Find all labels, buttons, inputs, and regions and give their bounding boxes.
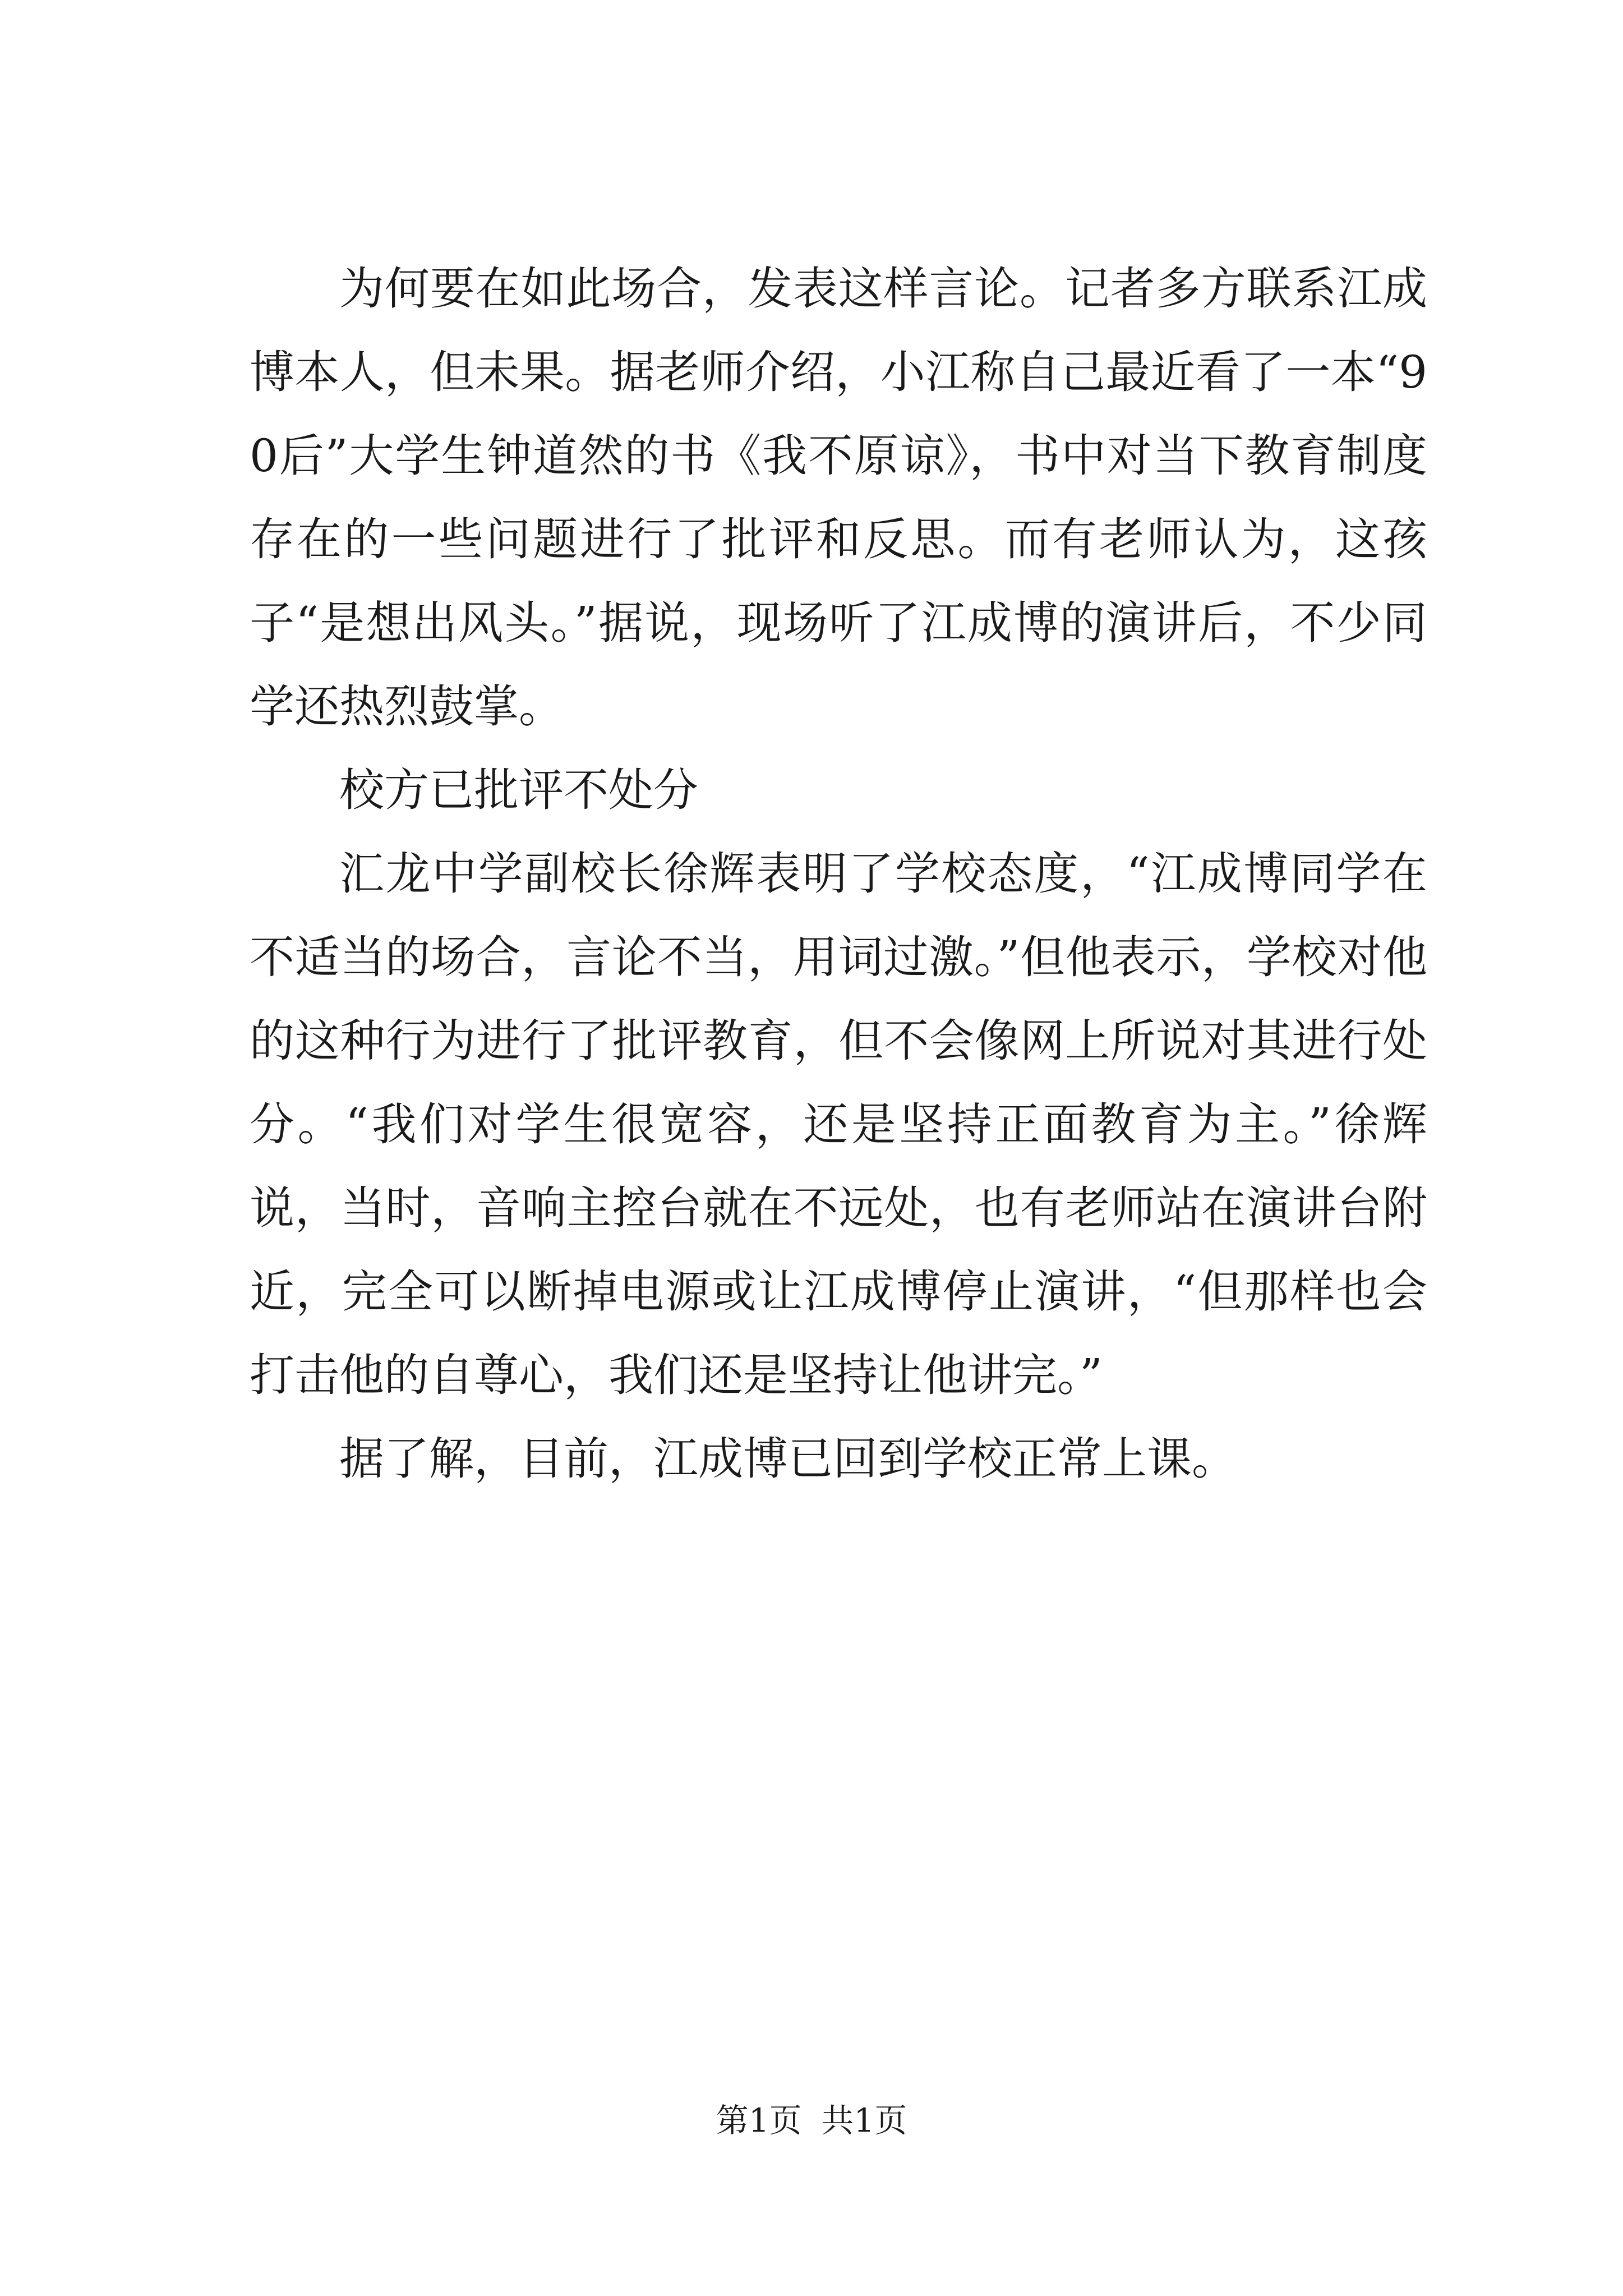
paragraph-interview: 为何要在如此场合，发表这样言论。记者多方联系江成博本人，但未果。据老师介绍，小江称自己最近看了一本“90后”大学生钟道然的书《我不原谅》，书中对当下教育制度存在的一些问题进行了批评和反思。而有老师认为，这孩子“是想出风头。”据说，现场听了江成博的演讲后，不少同学还热烈鼓掌。 bbox=[250, 263, 1427, 733]
paragraph-current-status: 据了解，目前，江成博已回到学校正常上课。 bbox=[339, 1433, 1237, 1485]
document-body bbox=[250, 247, 1427, 1501]
section-heading: 校方已批评不处分 bbox=[339, 764, 698, 816]
page-footer bbox=[0, 2098, 1623, 2143]
paragraph-school-response: 汇龙中学副校长徐辉表明了学校态度，“江成博同学在不适当的场合，言论不当，用词过激。”但他表示，学校对他的这种行为进行了批评教育，但不会像网上所说对其进行处分。“我们对学生很宽容，还是坚持正面教育为主。”徐辉说，当时，音响主控台就在不远处，也有老师站在演讲台附近，完全可以断掉电源或让江成博停止演讲，“但那样也会打击他的自尊心，我们还是坚持让他讲完。” bbox=[250, 848, 1427, 1401]
page-number-total: 共1页 bbox=[821, 2101, 907, 2139]
page-number-current: 第1页 bbox=[716, 2101, 802, 2139]
